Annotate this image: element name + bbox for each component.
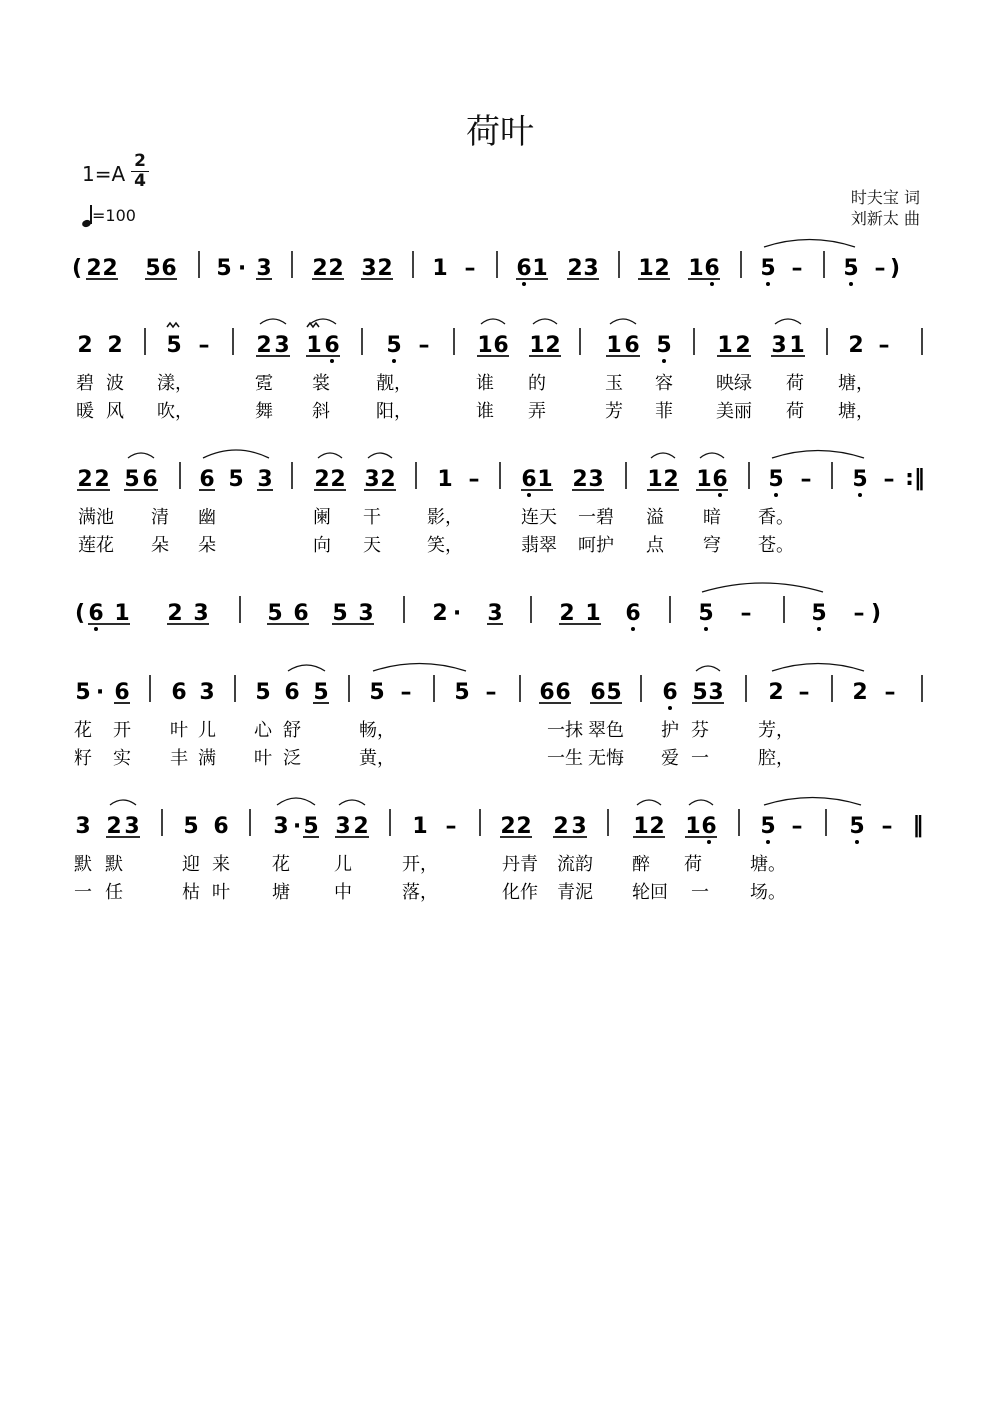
slur <box>772 664 864 672</box>
lyric-syllable: 一抹 <box>547 720 583 741</box>
lyric-syllable: 黄， <box>359 748 395 769</box>
note: 3 <box>361 256 377 281</box>
note: 3 <box>571 814 587 839</box>
lyric-syllable: 点 <box>646 535 664 556</box>
note: 5 <box>760 814 776 839</box>
slur <box>368 453 392 458</box>
dash: – <box>198 333 210 358</box>
note: 2 <box>77 467 93 492</box>
lyric-syllable: 流韵 <box>557 854 593 875</box>
lyric-syllable: 舒 <box>283 720 301 741</box>
key-signature: 1=A <box>82 162 126 186</box>
dash: – <box>445 814 457 839</box>
note: 3 <box>583 256 599 281</box>
octave-dot-low <box>668 706 672 710</box>
note: 5 <box>811 601 827 626</box>
slur <box>481 319 505 324</box>
lyric-syllable: 吹， <box>157 401 193 422</box>
dash: – <box>853 601 865 626</box>
dash: – <box>485 680 497 705</box>
note: 3 <box>708 680 724 705</box>
note: 2 <box>654 256 670 281</box>
note: 5 <box>75 680 91 705</box>
note: 6 <box>324 333 340 358</box>
octave-dot-low <box>527 493 531 497</box>
note: 1 <box>688 256 704 281</box>
note: 6 <box>142 467 158 492</box>
lyric-syllable: 容 <box>655 373 673 394</box>
lyric-syllable: 风 <box>106 401 124 422</box>
note: 2 <box>312 256 328 281</box>
lyric-syllable: 溢 <box>646 507 664 528</box>
note: 2 <box>572 467 588 492</box>
slur <box>637 800 661 805</box>
note: 5 <box>166 333 182 358</box>
note: 5 <box>606 680 622 705</box>
lyric-syllable: 一 <box>74 882 92 903</box>
lyric-syllable: 实 <box>113 748 131 769</box>
slur <box>310 319 336 324</box>
note: 1 <box>114 601 130 626</box>
note: 5 <box>332 601 348 626</box>
note: 3 <box>257 467 273 492</box>
note: 5 <box>145 256 161 281</box>
lyric-syllable: 阳， <box>376 401 412 422</box>
lyric-syllable: 谁 <box>476 401 494 422</box>
mordent-mark <box>307 323 319 327</box>
octave-dot-low <box>855 840 859 844</box>
note: 3 <box>256 256 272 281</box>
lyric-syllable: 碧 <box>76 373 94 394</box>
note: 2 <box>848 333 864 358</box>
note: 3 <box>199 680 215 705</box>
dash: – <box>874 256 886 281</box>
octave-dot-low <box>710 282 714 286</box>
dash: – <box>798 680 810 705</box>
octave-dot-low <box>718 493 722 497</box>
dash: – <box>883 467 895 492</box>
lyric-syllable: 青泥 <box>557 882 593 903</box>
octave-dot-low <box>774 493 778 497</box>
augmentation-dot: · <box>237 256 247 281</box>
note: 6 <box>171 680 187 705</box>
lyric-syllable: 塘 <box>272 882 290 903</box>
lyric-syllable: 爱 <box>661 748 679 769</box>
note: 3 <box>335 814 351 839</box>
note: 6 <box>161 256 177 281</box>
lyric-syllable: 叶 <box>170 720 188 741</box>
lyric-syllable: 荷 <box>684 854 702 875</box>
lyric-syllable: 干 <box>363 507 381 528</box>
octave-dot-low <box>849 282 853 286</box>
slur <box>702 583 823 592</box>
slur <box>277 798 315 805</box>
lyric-syllable: 翠色 <box>588 720 624 741</box>
lyric-syllable: 无悔 <box>588 748 624 769</box>
lyric-syllable: 丹青 <box>502 854 538 875</box>
dash: – <box>791 256 803 281</box>
note: 3 <box>273 814 289 839</box>
slur <box>696 666 720 671</box>
lyric-syllable: 菲 <box>655 401 673 422</box>
note: 6 <box>114 680 130 705</box>
composer-credit: 刘新太 曲 <box>850 209 920 228</box>
note: 2 <box>553 814 569 839</box>
augmentation-dot: · <box>95 680 105 705</box>
note: 1 <box>717 333 733 358</box>
lyric-syllable: 中 <box>334 882 352 903</box>
note: 6 <box>539 680 555 705</box>
lyric-syllable: 美丽 <box>716 401 752 422</box>
note: 5 <box>313 680 329 705</box>
note: 3 <box>364 467 380 492</box>
dash: – <box>881 814 893 839</box>
note: 1 <box>638 256 654 281</box>
note: 6 <box>284 680 300 705</box>
note: 2 <box>77 333 93 358</box>
lyric-syllable: 化作 <box>502 882 538 903</box>
note: 3 <box>771 333 787 358</box>
lyric-syllable: 塘， <box>838 373 874 394</box>
note: 3 <box>588 467 604 492</box>
octave-dot-low <box>522 282 526 286</box>
lyric-syllable: 儿 <box>334 854 352 875</box>
slur <box>128 453 154 458</box>
lyric-syllable: 醉 <box>632 854 650 875</box>
note: 2 <box>106 814 122 839</box>
note: 5 <box>386 333 402 358</box>
note: 5 <box>698 601 714 626</box>
note: 2 <box>330 467 346 492</box>
note: 1 <box>477 333 493 358</box>
paren: ( <box>74 601 86 626</box>
lyric-syllable: 开 <box>113 720 131 741</box>
slur <box>775 319 801 324</box>
lyric-syllable: 向 <box>313 535 331 556</box>
dash: – <box>884 680 896 705</box>
slur <box>533 319 557 324</box>
note: 1 <box>432 256 448 281</box>
note: 2 <box>314 467 330 492</box>
lyric-syllable: 腔， <box>758 748 794 769</box>
lyric-syllable: 香。 <box>758 507 794 528</box>
note: 6 <box>590 680 606 705</box>
lyricist-credit: 时夫宝 词 <box>850 188 920 207</box>
lyric-syllable: 波 <box>106 373 124 394</box>
lyric-syllable: 默 <box>105 854 123 875</box>
lyric-syllable: 护 <box>661 720 679 741</box>
lyric-syllable: 影， <box>427 507 463 528</box>
note: 2 <box>432 601 448 626</box>
note: 2 <box>559 601 575 626</box>
lyric-syllable: 畅， <box>359 720 395 741</box>
repeat-end-barline: :‖ <box>905 466 925 491</box>
note: 3 <box>358 601 374 626</box>
note: 6 <box>213 814 229 839</box>
lyric-syllable: 叶 <box>212 882 230 903</box>
dash: – <box>878 333 890 358</box>
note: 2 <box>500 814 516 839</box>
note: 1 <box>306 333 322 358</box>
note: 5 <box>760 256 776 281</box>
lyric-syllable: 朵 <box>198 535 216 556</box>
note: 6 <box>712 467 728 492</box>
slur <box>772 451 864 459</box>
note: 5 <box>692 680 708 705</box>
note: 1 <box>696 467 712 492</box>
note: 6 <box>521 467 537 492</box>
lyric-syllable: 呵护 <box>578 535 614 556</box>
lyric-syllable: 满池 <box>78 507 114 528</box>
augmentation-dot: · <box>292 814 302 839</box>
lyric-syllable: 谁 <box>476 373 494 394</box>
lyric-syllable: 的 <box>528 373 546 394</box>
lyric-syllable: 翡翠 <box>521 535 557 556</box>
lyric-syllable: 一 <box>691 748 709 769</box>
lyric-syllable: 芳 <box>605 401 623 422</box>
note: 2 <box>167 601 183 626</box>
lyric-syllable: 开， <box>402 854 438 875</box>
lyric-syllable: 一 <box>691 882 709 903</box>
lyric-syllable: 塘。 <box>750 854 786 875</box>
slur <box>700 453 724 458</box>
note: 5 <box>255 680 271 705</box>
note: 6 <box>701 814 717 839</box>
lyric-syllable: 幽 <box>198 507 216 528</box>
octave-dot-low <box>704 627 708 631</box>
slur <box>689 800 713 805</box>
note: 5 <box>228 467 244 492</box>
paren: ) <box>870 601 882 626</box>
lyric-syllable: 轮回 <box>632 882 668 903</box>
lyric-syllable: 籽 <box>74 748 92 769</box>
slur <box>110 800 136 805</box>
lyric-syllable: 阑 <box>313 507 331 528</box>
lyric-syllable: 霓 <box>255 373 273 394</box>
dash: – <box>418 333 430 358</box>
octave-dot-low <box>707 840 711 844</box>
lyric-syllable: 满 <box>198 748 216 769</box>
lyric-syllable: 弄 <box>528 401 546 422</box>
octave-dot-low <box>858 493 862 497</box>
note: 5 <box>656 333 672 358</box>
note: 1 <box>585 601 601 626</box>
octave-dot-low <box>662 359 666 363</box>
lyric-syllable: 玉 <box>605 373 623 394</box>
lyric-syllable: 任 <box>105 882 123 903</box>
note: 2 <box>377 256 393 281</box>
slur <box>764 240 855 248</box>
lyric-syllable: 斜 <box>312 401 330 422</box>
note: 6 <box>293 601 309 626</box>
octave-dot-low <box>631 627 635 631</box>
lyric-syllable: 花 <box>74 720 92 741</box>
lyric-syllable: 一生 <box>547 748 583 769</box>
lyric-syllable: 泛 <box>283 748 301 769</box>
note: 1 <box>537 467 553 492</box>
note: 2 <box>94 467 110 492</box>
note: 2 <box>768 680 784 705</box>
paren: ) <box>889 256 901 281</box>
slur <box>610 319 636 324</box>
lyric-syllable: 靓， <box>376 373 412 394</box>
lyric-syllable: 映绿 <box>716 373 752 394</box>
note: 2 <box>380 467 396 492</box>
lyric-syllable: 苍。 <box>758 535 794 556</box>
lyric-syllable: 落， <box>402 882 438 903</box>
slur <box>764 798 861 806</box>
note: 3 <box>75 814 91 839</box>
note: 5 <box>454 680 470 705</box>
note: 2 <box>735 333 751 358</box>
paren: ( <box>71 256 83 281</box>
note: 1 <box>412 814 428 839</box>
octave-dot-low <box>817 627 821 631</box>
dash: – <box>468 467 480 492</box>
slur <box>288 665 325 671</box>
note: 5 <box>369 680 385 705</box>
time-signature-bottom: 4 <box>131 171 149 191</box>
lyric-syllable: 连天 <box>521 507 557 528</box>
lyric-syllable: 一碧 <box>578 507 614 528</box>
note: 2 <box>107 333 123 358</box>
note: 3 <box>193 601 209 626</box>
note: 6 <box>555 680 571 705</box>
octave-dot-low <box>766 282 770 286</box>
lyric-syllable: 笑， <box>427 535 463 556</box>
dash: – <box>740 601 752 626</box>
note: 2 <box>86 256 102 281</box>
octave-dot-low <box>766 840 770 844</box>
lyric-syllable: 花 <box>272 854 290 875</box>
note: 3 <box>124 814 140 839</box>
lyric-syllable: 荷 <box>786 373 804 394</box>
lyric-syllable: 暖 <box>76 401 94 422</box>
note: 1 <box>633 814 649 839</box>
note: 5 <box>267 601 283 626</box>
octave-dot-low <box>330 359 334 363</box>
lyric-syllable: 暗 <box>703 507 721 528</box>
note: 6 <box>662 680 678 705</box>
note: 5 <box>216 256 232 281</box>
dash: – <box>791 814 803 839</box>
final-barline: ‖ <box>912 813 924 838</box>
note: 2 <box>256 333 272 358</box>
lyric-syllable: 荷 <box>786 401 804 422</box>
octave-dot-low <box>94 627 98 631</box>
note: 6 <box>199 467 215 492</box>
lyric-syllable: 芬 <box>691 720 709 741</box>
slur <box>339 800 365 805</box>
note: 2 <box>516 814 532 839</box>
note: 3 <box>274 333 290 358</box>
note: 5 <box>852 467 868 492</box>
lyric-syllable: 舞 <box>255 401 273 422</box>
lyric-syllable: 穹 <box>703 535 721 556</box>
lyric-syllable: 枯 <box>182 882 200 903</box>
note: 1 <box>685 814 701 839</box>
note: 5 <box>183 814 199 839</box>
note: 5 <box>124 467 140 492</box>
slur <box>203 450 269 458</box>
note: 1 <box>647 467 663 492</box>
tempo-value: =100 <box>92 206 136 225</box>
lyric-syllable: 迎 <box>182 854 200 875</box>
slur <box>318 453 342 458</box>
lyric-syllable: 朵 <box>151 535 169 556</box>
note: 2 <box>663 467 679 492</box>
slur <box>373 664 466 672</box>
lyric-syllable: 芳， <box>758 720 794 741</box>
note: 6 <box>624 333 640 358</box>
lyric-syllable: 天 <box>363 535 381 556</box>
note: 5 <box>768 467 784 492</box>
lyric-syllable: 莲花 <box>78 535 114 556</box>
note: 2 <box>649 814 665 839</box>
note: 6 <box>493 333 509 358</box>
note: 1 <box>606 333 622 358</box>
note: 6 <box>516 256 532 281</box>
note: 6 <box>625 601 641 626</box>
lyric-syllable: 场。 <box>750 882 786 903</box>
lyric-syllable: 来 <box>212 854 230 875</box>
time-signature-top: 2 <box>134 151 146 171</box>
note: 2 <box>102 256 118 281</box>
augmentation-dot: · <box>452 601 462 626</box>
song-title: 荷叶 <box>466 112 534 152</box>
note: 2 <box>328 256 344 281</box>
lyric-syllable: 叶 <box>254 748 272 769</box>
lyric-syllable: 儿 <box>198 720 216 741</box>
note: 5 <box>303 814 319 839</box>
lyric-syllable: 默 <box>74 854 92 875</box>
lyric-syllable: 漾， <box>157 373 193 394</box>
lyric-syllable: 丰 <box>170 748 188 769</box>
note: 6 <box>704 256 720 281</box>
note: 2 <box>567 256 583 281</box>
octave-dot-low <box>392 359 396 363</box>
note: 2 <box>353 814 369 839</box>
note: 3 <box>487 601 503 626</box>
lyric-syllable: 塘， <box>838 401 874 422</box>
mordent-mark <box>167 323 179 327</box>
note: 2 <box>545 333 561 358</box>
note: 1 <box>529 333 545 358</box>
note: 5 <box>849 814 865 839</box>
slur <box>651 453 675 458</box>
note: 1 <box>789 333 805 358</box>
dash: – <box>800 467 812 492</box>
note: 1 <box>532 256 548 281</box>
lyric-syllable: 心 <box>254 720 272 741</box>
lyric-syllable: 清 <box>151 507 169 528</box>
lyric-syllable: 裳 <box>312 373 330 394</box>
slur <box>260 319 286 324</box>
note: 5 <box>843 256 859 281</box>
note: 1 <box>437 467 453 492</box>
note: 2 <box>852 680 868 705</box>
dash: – <box>464 256 476 281</box>
dash: – <box>400 680 412 705</box>
note: 6 <box>88 601 104 626</box>
